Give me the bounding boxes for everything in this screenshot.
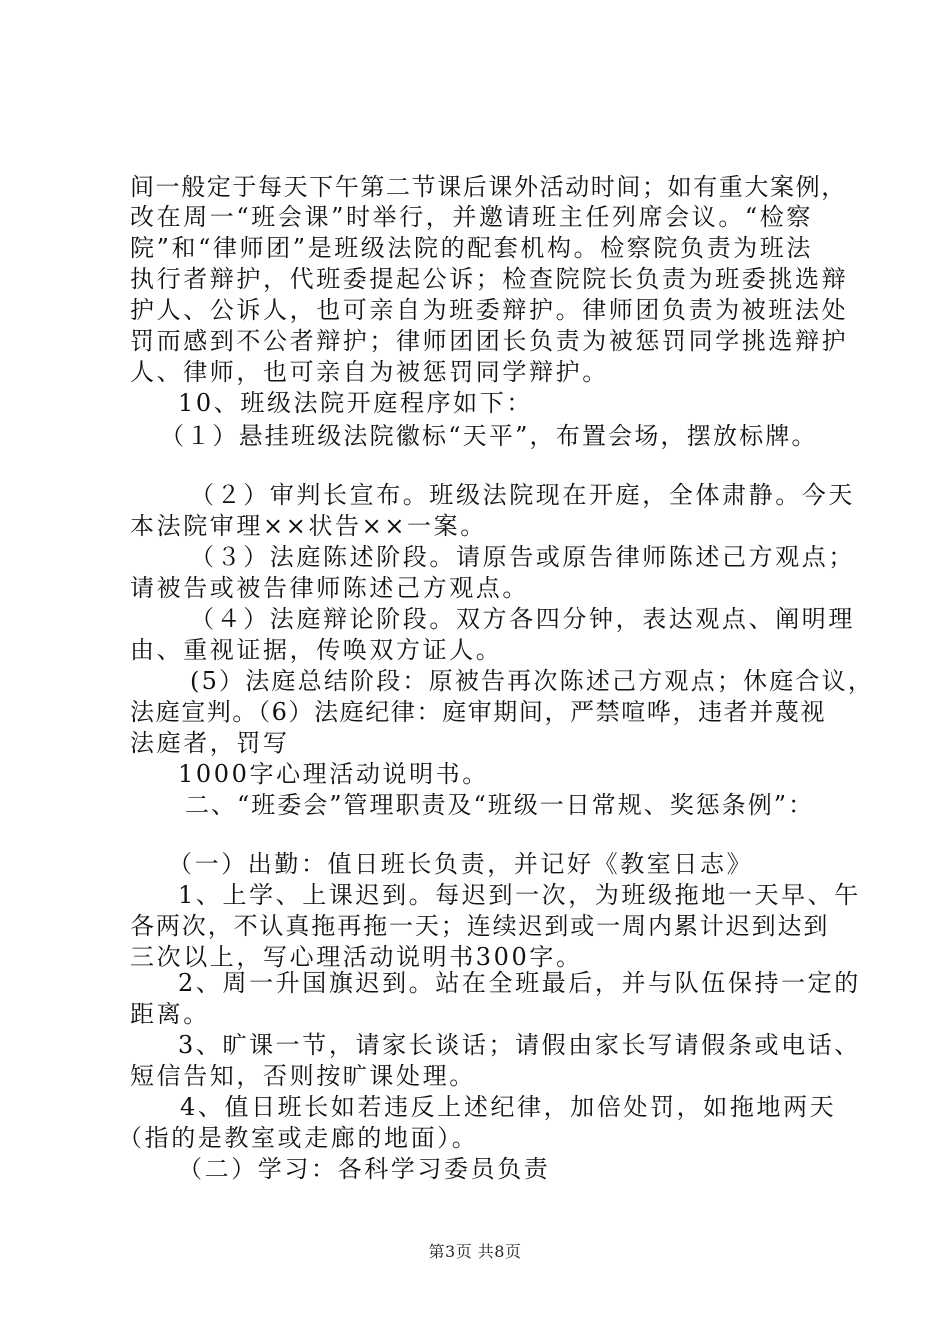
text-line: （２）审判长宣布。班级法院现在开庭，全体肃静。今天 (190, 481, 855, 509)
text-line: 本法院审理××状告××一案。 (130, 512, 487, 540)
text-line: 由、重视证据，传唤双方证人。 (130, 636, 503, 664)
text-line: 4、值日班长如若违反上述纪律，加倍处罚，如拖地两天 (180, 1093, 837, 1121)
text-line: 1000字心理活动说明书。 (178, 760, 489, 788)
text-line: （指的是教室或走廊的地面）。 (118, 1124, 479, 1152)
section-heading: （一）出勤：值日班长负责，并记好《教室日志》 (168, 850, 754, 878)
text-line: （３）法庭陈述阶段。请原告或原告律师陈述己方观点； (190, 543, 855, 571)
text-line: 3、旷课一节，请家长谈话；请假由家长写请假条或电话、 (178, 1031, 861, 1059)
page-number-footer: 第3页 共8页 (428, 1242, 522, 1261)
text-line: 请被告或被告律师陈述己方观点。 (130, 574, 529, 602)
text-line: 罚而感到不公者辩护；律师团团长负责为被惩罚同学挑选辩护 (130, 327, 849, 355)
text-line: 各两次，不认真拖再拖一天；连续迟到或一周内累计迟到达到 (130, 912, 830, 940)
text-line: 法庭宣判。（6）法庭纪律：庭审期间，严禁喧哗，违者并蔑视 (130, 698, 827, 726)
section-heading: （二）学习：各科学习委员负责 (178, 1155, 551, 1183)
text-line: 短信告知，否则按旷课处理。 (130, 1062, 476, 1090)
text-line: 三次以上，写心理活动说明书300字。 (130, 943, 583, 971)
text-line: (5）法庭总结阶段：原被告再次陈述己方观点；休庭合议， (190, 667, 875, 695)
text-line: 距离。 (130, 1000, 210, 1028)
text-line: 护人、公诉人，也可亲自为班委辩护。律师团负责为被班法处 (130, 296, 849, 324)
text-line: 改在周一“班会课”时举行，并邀请班主任列席会议。“检察 (130, 203, 814, 231)
text-line: 2、周一升国旗迟到。站在全班最后，并与队伍保持一定的 (178, 969, 861, 997)
text-line: 法庭者，罚写 (130, 729, 290, 757)
section-heading: 二、“班委会”管理职责及“班级一日常规、奖惩条例”： (185, 791, 815, 819)
text-line: 间一般定于每天下午第二节课后课外活动时间；如有重大案例， (130, 173, 847, 201)
section-heading: 10、班级法院开庭程序如下： (178, 389, 533, 417)
text-line: 院”和“律师团”是班级法院的配套机构。检察院负责为班法 (130, 234, 814, 262)
text-line: 执行者辩护，代班委提起公诉；检查院院长负责为班委挑选辩 (130, 265, 849, 293)
text-line: 1、上学、上课迟到。每迟到一次，为班级拖地一天早、午 (178, 881, 861, 909)
text-line: （４）法庭辩论阶段。双方各四分钟，表达观点、阐明理 (190, 605, 855, 633)
text-line: 人、律师，也可亲自为被惩罚同学辩护。 (130, 358, 609, 386)
text-line: （１）悬挂班级法院徽标“天平”，布置会场，摆放标牌。 (160, 422, 818, 450)
